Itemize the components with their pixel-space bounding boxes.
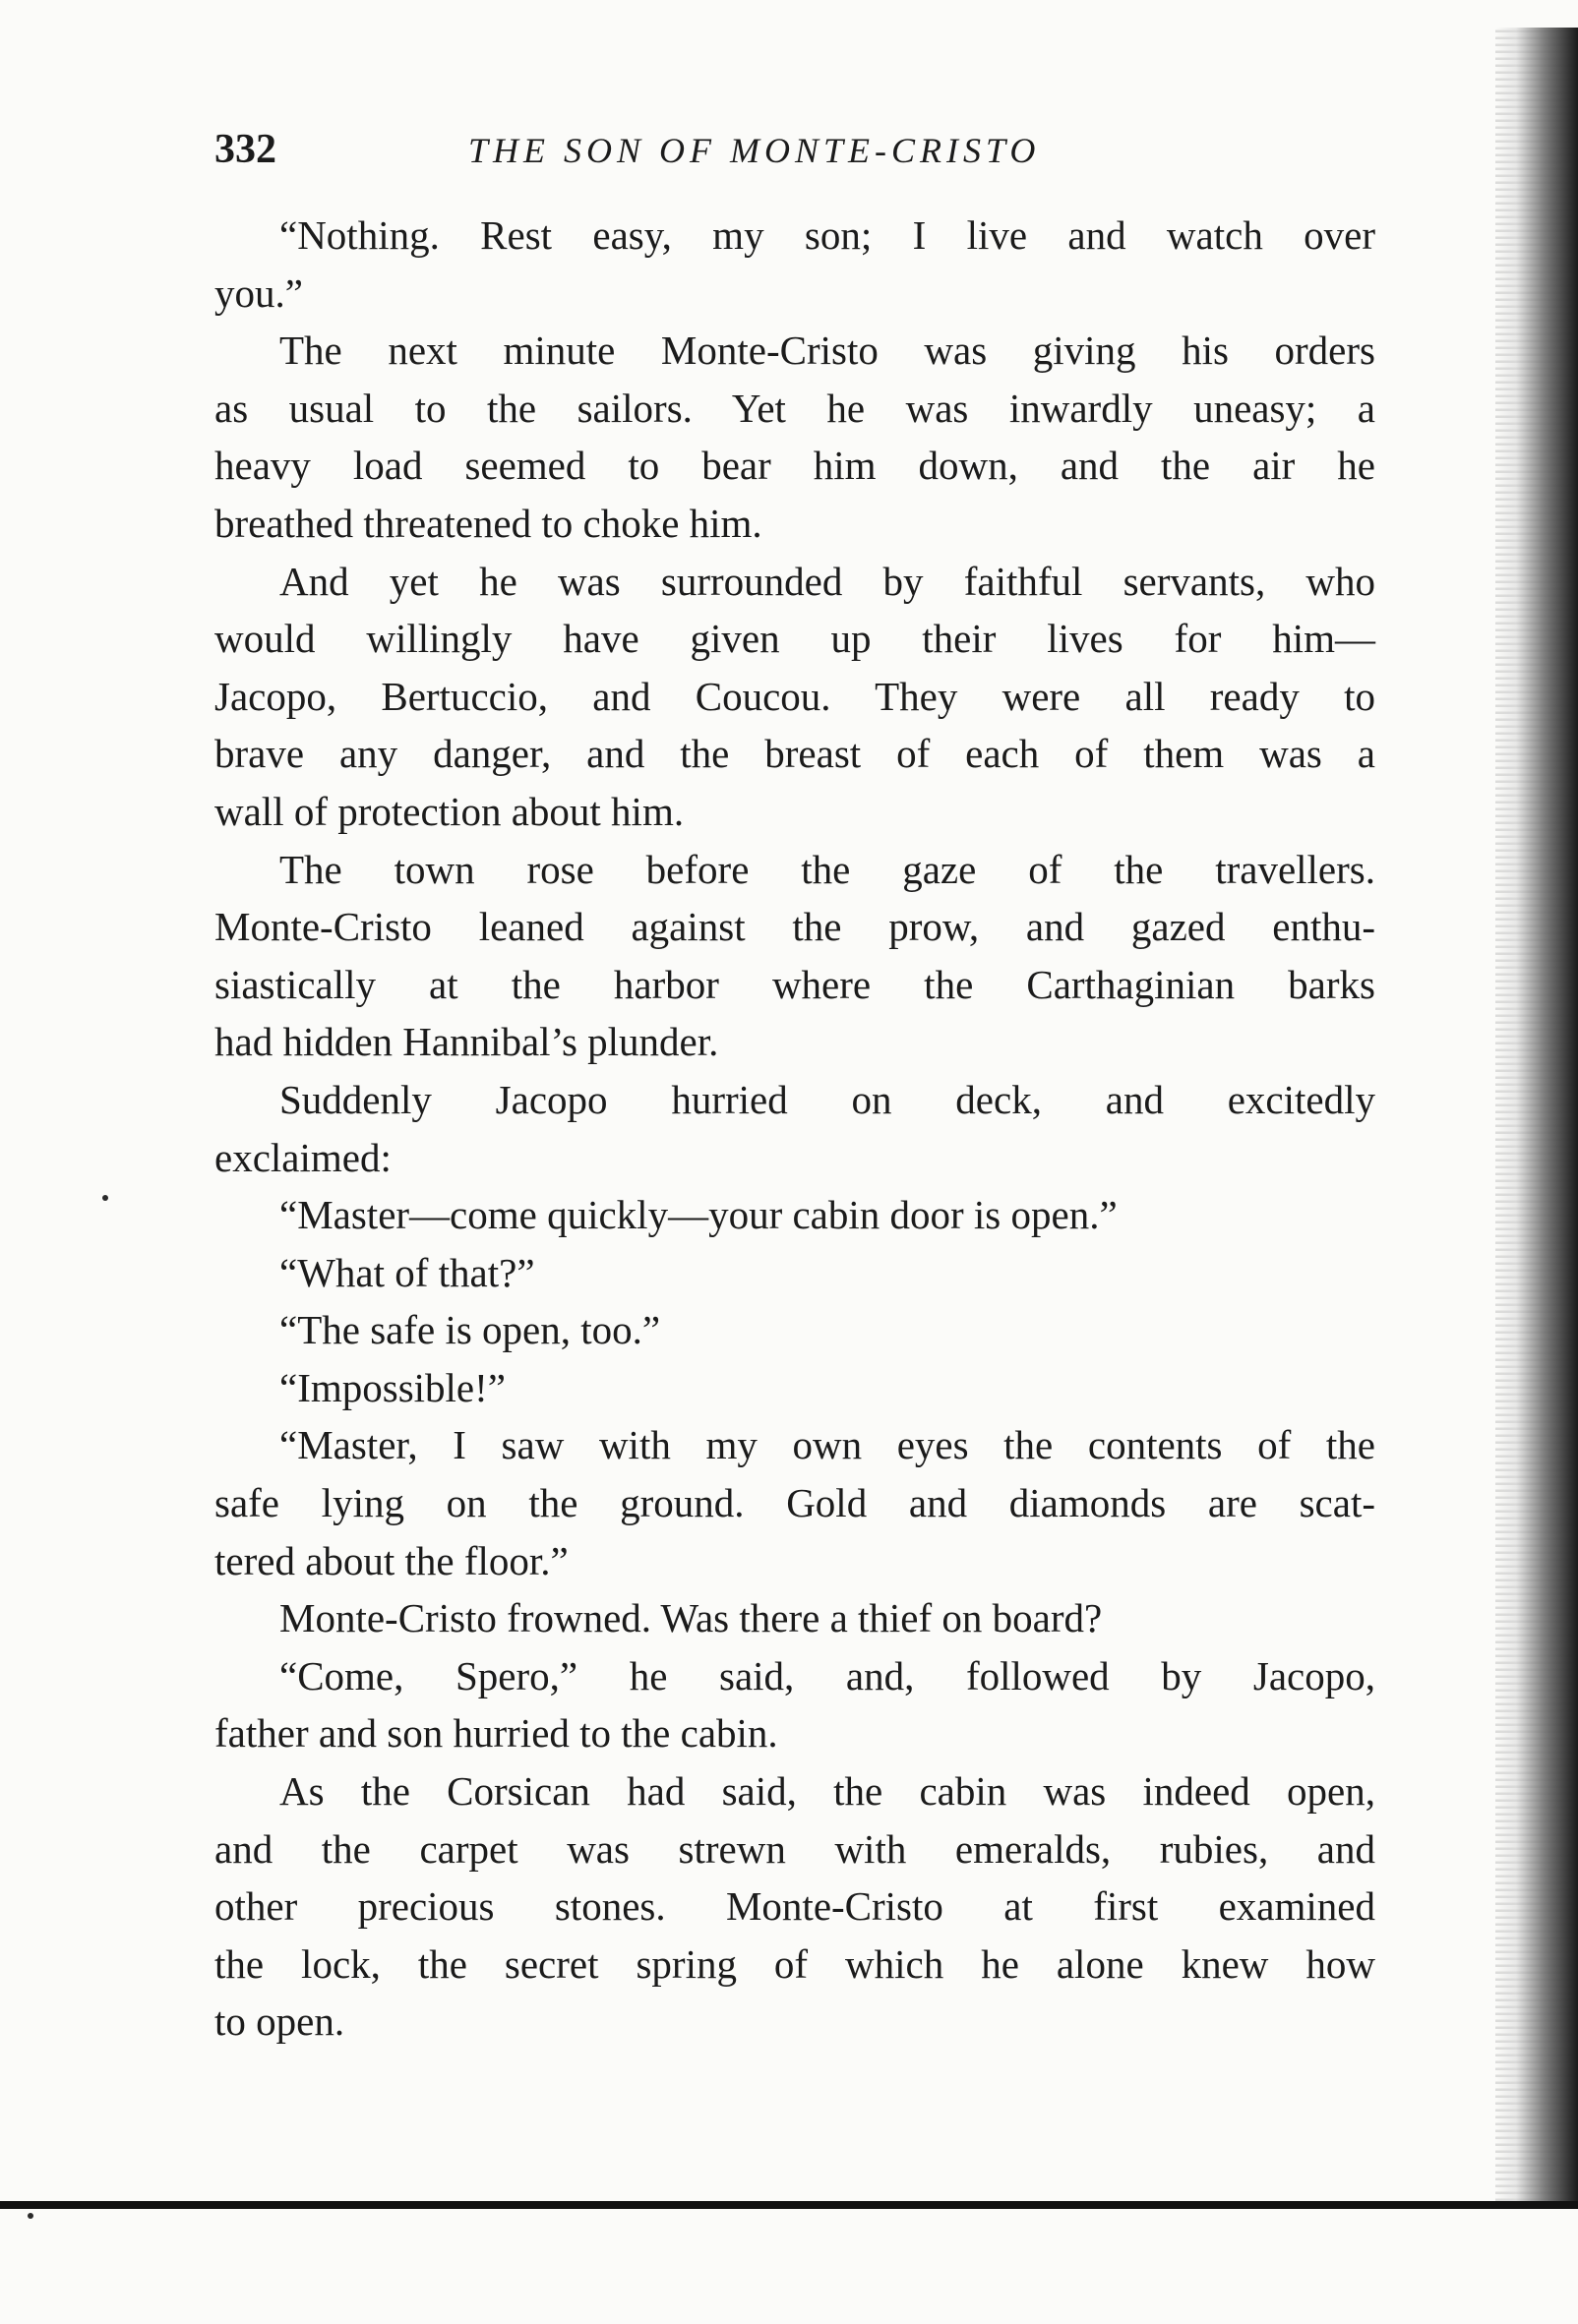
text-line: And yet he was surrounded by faithful servants, who xyxy=(279,558,1375,604)
text-line: would willingly have given up their lives for him— xyxy=(214,616,1375,662)
text-line: “Nothing. Rest easy, my son; I live and watch over xyxy=(279,212,1375,258)
text-line: the lock, the secret spring of which he alone knew how xyxy=(214,1940,1375,1987)
text-line: other precious stones. Monte-Cristo at first examined xyxy=(214,1883,1375,1930)
running-title: THE SON OF MONTE-CRISTO xyxy=(468,131,1041,170)
paragraph xyxy=(214,1186,1375,1244)
page-edge-shadow xyxy=(1495,28,1578,2201)
paragraph xyxy=(214,322,1375,552)
text-line: The next minute Monte-Cristo was giving his orders xyxy=(279,328,1375,374)
paragraph xyxy=(214,1071,1375,1186)
text-line: and the carpet was strewn with emeralds, rubies, and xyxy=(214,1825,1375,1872)
paragraph xyxy=(214,1762,1375,2051)
paragraph xyxy=(214,207,1375,322)
text-line: heavy load seemed to bear him down, and the air he xyxy=(214,443,1375,489)
text-line: wall of protection about him. xyxy=(214,788,685,834)
text-line: Suddenly Jacopo hurried on deck, and excitedly xyxy=(279,1076,1375,1122)
paragraph xyxy=(214,1589,1375,1647)
page-number: 332 xyxy=(214,127,276,172)
text-line: father and son hurried to the cabin. xyxy=(214,1710,778,1757)
paragraph xyxy=(214,1359,1375,1417)
text-line: siastically at the harbor where the Carthaginian barks xyxy=(214,961,1375,1007)
text-line: you.” xyxy=(214,269,303,316)
text-line: breathed threatened to choke him. xyxy=(214,500,762,546)
text-line: “The safe is open, too.” xyxy=(279,1307,661,1353)
text-line: to open. xyxy=(214,1998,345,2045)
text-line: tered about the floor.” xyxy=(214,1537,569,1583)
text-line: as usual to the sailors. Yet he was inwardly uneasy; a xyxy=(214,385,1375,431)
text-line: Monte-Cristo frowned. Was there a thief on board? xyxy=(279,1595,1103,1641)
text-line: Monte-Cristo leaned against the prow, and gazed enthu- xyxy=(214,904,1375,950)
paragraph xyxy=(214,1244,1375,1302)
text-line: had hidden Hannibal’s plunder. xyxy=(214,1019,719,1065)
text-line: brave any danger, and the breast of each of them was a xyxy=(214,731,1375,777)
ink-speck xyxy=(28,2213,33,2219)
text-line: “What of that?” xyxy=(279,1249,535,1295)
text-line: “Master, I saw with my own eyes the contents of the xyxy=(279,1422,1375,1468)
text-line: The town rose before the gaze of the travellers. xyxy=(279,846,1375,892)
text-block xyxy=(214,207,1375,2051)
text-line: exclaimed: xyxy=(214,1134,392,1180)
paragraph xyxy=(214,1416,1375,1589)
paragraph xyxy=(214,1647,1375,1762)
text-line: “Come, Spero,” he said, and, followed by Jacopo, xyxy=(279,1652,1375,1698)
ink-speck xyxy=(102,1195,108,1201)
page-header xyxy=(214,126,1356,181)
paragraph xyxy=(214,1301,1375,1359)
bottom-rule xyxy=(0,2201,1578,2209)
text-line: “Impossible!” xyxy=(279,1364,506,1410)
paragraph xyxy=(214,841,1375,1071)
paragraph xyxy=(214,553,1375,841)
text-line: Jacopo, Bertuccio, and Coucou. They were all ready to xyxy=(214,673,1375,719)
text-line: As the Corsican had said, the cabin was indeed open, xyxy=(279,1768,1375,1815)
text-line: “Master—come quickly—your cabin door is open.” xyxy=(279,1192,1118,1238)
text-line: safe lying on the ground. Gold and diamonds are scat- xyxy=(214,1480,1375,1526)
